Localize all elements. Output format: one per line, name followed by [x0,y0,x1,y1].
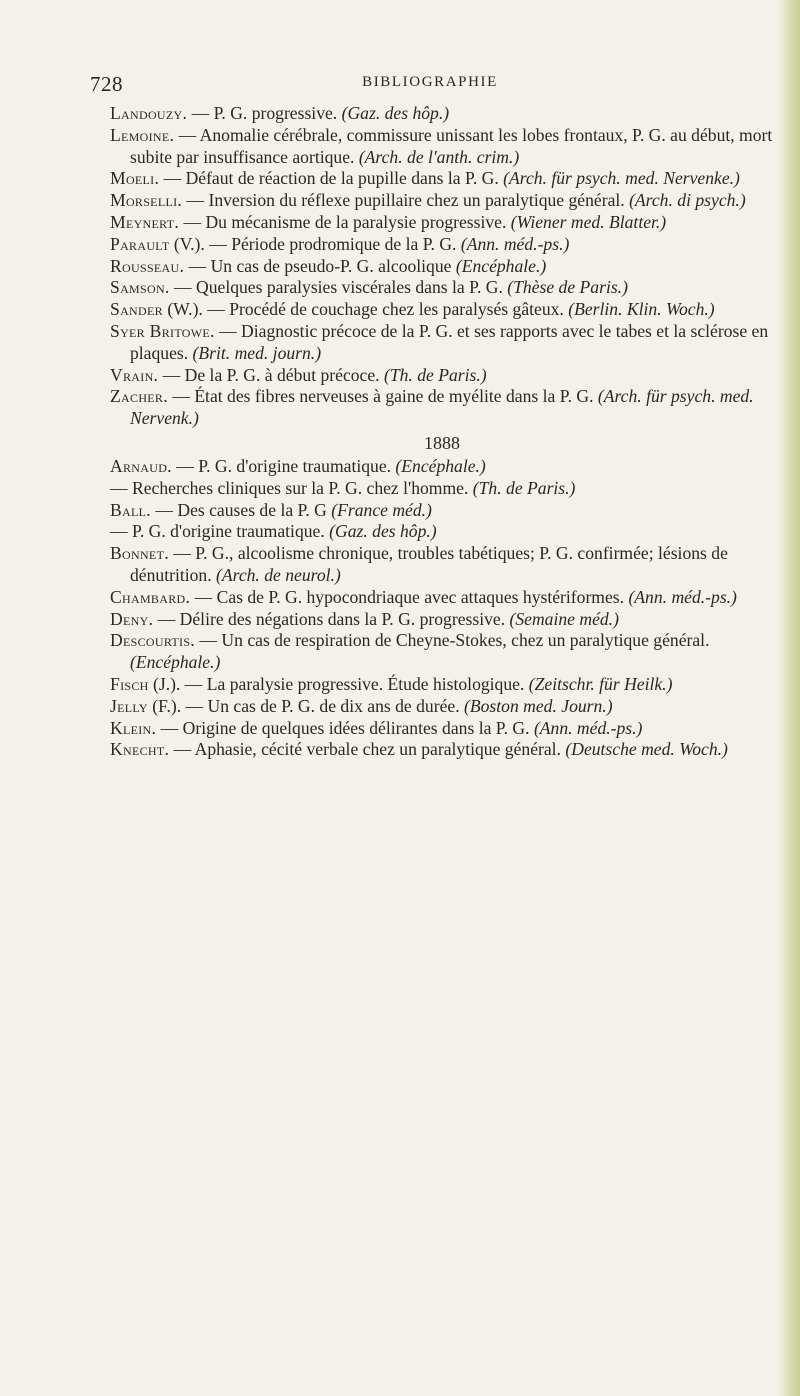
bibliography-entry [110,168,774,190]
entry-author: Knecht. [110,739,170,760]
bibliography-entry [110,256,774,278]
entry-source: (Deutsche med. Woch.) [565,739,728,760]
entry-text: — Inversion du réflexe pupillaire chez un paralytique général. [182,190,630,211]
bibliography-entry [110,587,774,609]
entry-source: (Wiener med. Blatter.) [510,211,667,232]
year-heading: 1888 [424,432,460,453]
entry-author: Arnaud. [110,455,172,476]
bibliography-entry [110,674,774,696]
bibliography-entry [110,277,774,299]
entry-text: (V.). — Période prodromique de la P. G. [169,233,461,254]
entry-author: Deny. [110,608,154,629]
entry-text: — Aphasie, cécité verbale chez un paralytique général. [169,739,566,760]
entry-source: (Arch. für psych. med. Nervenke.) [503,168,740,189]
entry-text: — P. G. d'origine traumatique. [171,455,396,476]
entry-author: Jelly [110,695,148,716]
entry-text: — Diagnostic précoce de la P. G. et ses rapports avec le tabes et la sclérose en plaques. [130,320,769,363]
entry-author: Parault [110,233,170,254]
entry-author: Morselli. [110,190,183,211]
bibliography-entry [110,190,774,212]
entry-text: — De la P. G. à début précoce. [158,364,384,385]
entry-source: (Gaz. des hôp.) [341,103,450,123]
entry-source: (France méd.) [331,499,432,520]
bibliography-entry [110,456,774,478]
entry-author: Sander [110,299,163,320]
entry-text: — Quelques paralysies viscérales dans la P. G. [169,277,508,298]
bibliography-list [110,103,774,761]
bibliography-entry [110,212,774,234]
entry-source: (Ann. méd.-ps.) [460,233,570,254]
entry-source: (Boston med. Journ.) [464,695,613,716]
entry-author: Rousseau. [110,255,185,276]
bibliography-entry [110,718,774,740]
bibliography-entry [110,386,774,430]
entry-author: Descourtis. [110,630,196,651]
entry-text: — Défaut de réaction de la pupille dans la P. G. [159,168,504,189]
entry-author: Vrain. [110,364,159,385]
entry-source: (Gaz. des hôp.) [329,521,437,542]
entry-text: — Des causes de la P. G [150,499,332,520]
entry-text: — État des fibres nerveuses à gaine de myélite dans la P. G. [167,386,598,407]
entry-text: — P. G. progressive. [187,103,342,123]
entry-source: (Encéphale.) [130,652,221,673]
entry-author: Lemoine. [110,124,175,145]
entry-author: Fisch [110,673,149,694]
bibliography-entry [110,609,774,631]
entry-text: — Origine de quelques idées délirantes dans la P. G. [156,717,534,738]
bibliography-entry [110,521,774,543]
entry-source: (Semaine méd.) [509,608,619,629]
entry-source: (Ann. méd.-ps.) [533,717,643,738]
entry-source: (Arch. de neurol.) [216,564,341,585]
entry-text: (W.). — Procédé de couchage chez les paralysés gâteux. [162,299,569,320]
page-header [90,72,770,100]
entry-text: — Un cas de respiration de Cheyne-Stokes, chez un paralytique général. [195,630,710,651]
page-number: 728 [90,72,123,96]
entry-source: (Thèse de Paris.) [507,277,628,298]
bibliography-entry [110,630,774,674]
entry-source: (Berlin. Klin. Woch.) [568,299,715,320]
bibliography-entry [110,500,774,522]
entry-text: — P. G., alcoolisme chronique, troubles tabétiques; P. G. confirmée; lésions de dénutrition. [130,543,728,585]
entry-source: (Zeitschr. für Heilk.) [528,673,673,694]
entry-author: Chambard. [110,586,191,607]
entry-author: Meynert. [110,211,180,232]
bibliography-entry [110,365,774,387]
entry-source: (Encéphale.) [455,255,547,276]
bibliography-entry [110,696,774,718]
bibliography-entry [110,321,774,365]
entry-source: (Encéphale.) [395,455,486,476]
entry-author: Ball. [110,499,151,520]
entry-text: — Délire des négations dans la P. G. progressive. [153,608,510,629]
entry-author: Zacher. [110,386,168,407]
bibliography-entry [110,478,774,500]
entry-author: Landouzy. [110,103,188,123]
entry-author: Klein. [110,717,157,738]
entry-text: (J.). — La paralysie progressive. Étude histologique. [148,673,529,694]
entry-author: Moeli. [110,168,160,189]
entry-source: (Ann. méd.-ps.) [628,586,737,607]
running-title: BIBLIOGRAPHIE [362,74,498,90]
entry-source: (Arch. di psych.) [629,190,746,211]
bibliography-entry [110,125,774,169]
entry-text: — P. G. d'origine traumatique. [110,521,330,542]
bibliography-entry [110,103,774,125]
entry-text: — Un cas de pseudo-P. G. alcoolique [184,255,456,276]
entry-source: (Th. de Paris.) [383,364,487,385]
bibliography-entry [110,739,774,761]
entry-text: (F.). — Un cas de P. G. de dix ans de durée. [147,695,465,716]
bibliography-entry [110,234,774,256]
entry-text: — Anomalie cérébrale, commissure unissant les lobes frontaux, P. G. au début, mort subite par insuffisance aortique. [130,124,773,167]
bibliography-entry [110,299,774,321]
entry-text: — Du mécanisme de la paralysie progressive. [179,211,511,232]
entry-source: (Th. de Paris.) [472,477,576,498]
entry-author: Syer Britowe. [110,320,215,341]
entry-author: Samson. [110,277,170,298]
entry-author: Bonnet. [110,543,169,564]
entry-text: — Recherches cliniques sur la P. G. chez l'homme. [110,477,473,498]
entry-source: (Arch. für psych. med. Nervenk.) [130,386,754,429]
entry-source: (Arch. de l'anth. crim.) [358,146,520,167]
page-edge [778,0,800,1396]
entry-text: — Cas de P. G. hypocondriaque avec attaques hystériformes. [190,586,629,607]
bibliography-entry [110,543,774,587]
entry-source: (Brit. med. journ.) [192,342,322,363]
